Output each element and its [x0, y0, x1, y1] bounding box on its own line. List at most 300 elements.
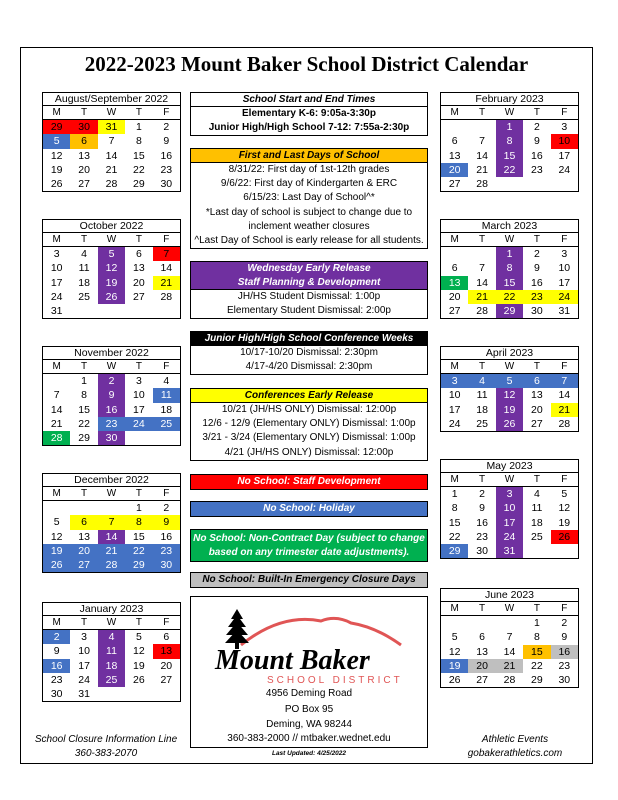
- day-cell: 10: [448, 389, 461, 402]
- day-cell: 20: [133, 276, 145, 289]
- day-cell: 4: [533, 488, 540, 501]
- day-cell: 22: [133, 163, 145, 176]
- day-cell: 11: [153, 388, 180, 402]
- day-cell: 24: [551, 290, 578, 304]
- jh-hs-times: Junior High/High School 7-12: 7:55a-2:30p: [208, 122, 410, 134]
- day-cell: 7: [153, 247, 180, 261]
- day-cell: 28: [98, 558, 125, 572]
- day-grid: [440, 473, 579, 558]
- day-cell: 30: [98, 431, 125, 445]
- staff-planning-header: Staff Planning & Development: [191, 276, 427, 290]
- day-cell: 16: [531, 149, 543, 162]
- day-cell: 8: [496, 134, 523, 148]
- day-cell: 19: [98, 276, 125, 290]
- day-cell: 1: [496, 247, 523, 261]
- weekday-label: W: [496, 106, 523, 120]
- day-cell: 25: [476, 417, 488, 430]
- day-cell: 6: [70, 134, 97, 148]
- day-cell: 22: [125, 544, 152, 558]
- day-cell: 27: [78, 177, 90, 190]
- day-cell: 12: [98, 261, 125, 275]
- day-grid: [42, 487, 181, 572]
- day-cell: 20: [441, 163, 468, 177]
- early-release-row: Elementary Student Dismissal: 2:00p: [227, 305, 391, 317]
- day-cell: 14: [105, 149, 118, 162]
- day-cell: 14: [558, 389, 571, 402]
- day-cell: 9: [561, 631, 568, 644]
- day-cell: 7: [98, 515, 125, 529]
- day-cell: 20: [448, 290, 461, 303]
- weekday-label: T: [70, 487, 97, 501]
- day-cell: 30: [160, 177, 173, 190]
- start-end-times-box: [190, 92, 428, 136]
- day-cell: 24: [496, 530, 523, 544]
- no-school-emergency-band: No School: Built-In Emergency Closure Days: [190, 572, 428, 588]
- early-release-box: [190, 261, 428, 319]
- weekday-label: F: [153, 360, 180, 374]
- empty-cell: [98, 501, 125, 515]
- day-cell: 26: [43, 558, 70, 572]
- day-cell: 25: [78, 290, 90, 303]
- weekday-label: T: [468, 360, 495, 374]
- day-cell: 22: [531, 659, 543, 672]
- day-cell: 2: [533, 121, 540, 134]
- day-cell: 3: [561, 248, 568, 261]
- mount-baker-logo: [211, 605, 411, 687]
- day-cell: 15: [496, 149, 523, 163]
- day-cell: 8: [533, 631, 540, 644]
- day-cell: 8: [81, 389, 88, 402]
- day-cell: 26: [551, 530, 578, 544]
- day-cell: 15: [133, 149, 145, 162]
- empty-cell: [70, 501, 97, 515]
- day-cell: 1: [533, 617, 540, 630]
- day-cell: 22: [496, 290, 523, 304]
- conferences-box: [190, 388, 428, 461]
- day-cell: 3: [53, 248, 60, 261]
- weekday-label: F: [153, 616, 180, 630]
- day-grid: [440, 106, 579, 191]
- day-cell: 14: [476, 276, 488, 289]
- conferences-row: 12/6 - 12/9 (Elementary ONLY) Dismissal: 1:00p: [202, 418, 416, 430]
- empty-cell: [153, 304, 180, 318]
- month-title: March 2023: [440, 219, 579, 233]
- first-last-row: 6/15/23: Last Day of School^*: [243, 192, 375, 204]
- day-cell: 3: [561, 121, 568, 134]
- day-cell: 23: [531, 163, 543, 176]
- calendar-aug-sep-2022: [42, 92, 181, 192]
- day-cell: 30: [558, 673, 571, 686]
- day-cell: 15: [496, 276, 523, 290]
- weekday-label: F: [551, 360, 578, 374]
- day-cell: 9: [533, 262, 540, 275]
- first-last-header: First and Last Days of School: [191, 149, 427, 163]
- weekday-label: W: [496, 233, 523, 247]
- weekday-label: T: [70, 233, 97, 247]
- day-cell: 15: [78, 403, 90, 416]
- weekday-label: F: [153, 487, 180, 501]
- day-cell: 8: [451, 502, 458, 515]
- month-title: January 2023: [42, 602, 181, 616]
- day-cell: 22: [448, 530, 461, 543]
- calendar-apr-2023: [440, 346, 579, 432]
- day-cell: 25: [153, 417, 180, 431]
- day-cell: 30: [476, 544, 488, 557]
- weekday-label: F: [551, 233, 578, 247]
- day-cell: 1: [81, 375, 88, 388]
- empty-cell: [70, 304, 97, 318]
- day-cell: 26: [133, 673, 145, 686]
- month-title: November 2022: [42, 346, 181, 360]
- early-release-header: Wednesday Early Release: [191, 262, 427, 276]
- day-cell: 12: [496, 388, 523, 402]
- closure-info-footer: [27, 733, 185, 761]
- day-cell: 6: [70, 515, 97, 529]
- day-cell: 27: [70, 558, 97, 572]
- weekday-label: M: [441, 602, 468, 616]
- noncontract-line1: No School: Non-Contract Day (subject to change: [193, 533, 425, 544]
- weekday-label: T: [523, 360, 550, 374]
- day-cell: 22: [496, 163, 523, 177]
- day-cell: 13: [78, 149, 90, 162]
- first-last-row: 9/6/22: First day of Kindergarten & ERC: [220, 178, 398, 190]
- day-cell: 16: [98, 403, 125, 417]
- day-cell: 13: [78, 530, 90, 543]
- empty-cell: [125, 304, 152, 318]
- empty-cell: [468, 616, 495, 630]
- day-cell: 29: [125, 558, 152, 572]
- calendar-may-2023: [440, 459, 579, 559]
- weekday-label: F: [551, 106, 578, 120]
- day-cell: 14: [476, 149, 488, 162]
- address-city: Deming, WA 98244: [266, 719, 352, 730]
- day-cell: 17: [448, 403, 461, 416]
- day-cell: 17: [496, 516, 523, 530]
- day-cell: 29: [496, 304, 523, 318]
- day-cell: 24: [448, 417, 461, 430]
- athletics-footer: [440, 733, 590, 761]
- day-cell: 31: [496, 544, 523, 558]
- day-cell: 2: [479, 488, 486, 501]
- day-cell: 23: [50, 673, 63, 686]
- weekday-label: M: [441, 360, 468, 374]
- day-cell: 7: [53, 389, 60, 402]
- day-cell: 16: [476, 516, 488, 529]
- weekday-label: W: [98, 616, 125, 630]
- day-cell: 23: [476, 530, 488, 543]
- empty-cell: [441, 120, 468, 134]
- day-cell: 13: [133, 262, 145, 275]
- conference-weeks-box: [190, 331, 428, 375]
- day-cell: 29: [133, 177, 145, 190]
- calendar-nov-2022: [42, 346, 181, 446]
- day-cell: 1: [451, 488, 458, 501]
- day-cell: 29: [78, 431, 90, 444]
- day-cell: 4: [468, 374, 495, 388]
- day-cell: 8: [125, 515, 152, 529]
- day-cell: 20: [78, 163, 90, 176]
- day-cell: 16: [531, 276, 543, 289]
- day-cell: 25: [98, 673, 125, 687]
- weekday-label: W: [496, 602, 523, 616]
- day-cell: 28: [558, 417, 571, 430]
- day-cell: 12: [50, 530, 63, 543]
- day-cell: 9: [479, 502, 486, 515]
- conferences-row: 10/21 (JH/HS ONLY) Dismissal: 12:00p: [221, 404, 397, 415]
- day-cell: 30: [70, 120, 97, 134]
- weekday-label: T: [125, 106, 152, 120]
- conferences-header: Conferences Early Release: [191, 389, 427, 403]
- day-cell: 13: [448, 149, 461, 162]
- address-street: 4956 Deming Road: [265, 688, 353, 699]
- day-cell: 17: [558, 276, 571, 289]
- empty-cell: [551, 177, 578, 191]
- day-cell: 21: [153, 276, 180, 290]
- day-cell: 16: [43, 659, 70, 673]
- day-cell: 5: [496, 374, 523, 388]
- tree-icon: [225, 609, 249, 649]
- day-cell: 26: [448, 673, 461, 686]
- day-cell: 23: [523, 290, 550, 304]
- weekday-label: W: [496, 473, 523, 487]
- weekday-label: M: [441, 106, 468, 120]
- day-cell: 26: [50, 177, 63, 190]
- day-cell: 28: [105, 177, 118, 190]
- day-grid: [440, 360, 579, 431]
- day-cell: 23: [558, 659, 571, 672]
- day-cell: 28: [503, 673, 516, 686]
- day-cell: 17: [78, 659, 90, 672]
- day-cell: 11: [78, 262, 90, 275]
- day-cell: 9: [53, 645, 60, 658]
- day-cell: 28: [43, 431, 70, 445]
- weekday-label: T: [468, 473, 495, 487]
- weekday-label: W: [98, 487, 125, 501]
- day-cell: 3: [441, 374, 468, 388]
- day-cell: 25: [531, 530, 543, 543]
- weekday-label: M: [441, 233, 468, 247]
- day-cell: 29: [441, 544, 468, 558]
- empty-cell: [468, 120, 495, 134]
- noncontract-line2: based on any trimester date adjustments).: [208, 547, 410, 558]
- day-cell: 28: [476, 304, 488, 317]
- calendar-oct-2022: [42, 219, 181, 319]
- weekday-label: T: [523, 233, 550, 247]
- day-cell: 3: [135, 375, 142, 388]
- day-cell: 30: [50, 687, 63, 700]
- day-cell: 19: [496, 403, 523, 417]
- logo-address-box: [190, 596, 428, 748]
- month-title: February 2023: [440, 92, 579, 106]
- day-grid: [42, 233, 181, 318]
- day-cell: 3: [81, 631, 88, 644]
- day-grid: [42, 106, 181, 191]
- day-cell: 30: [153, 558, 180, 572]
- day-cell: 6: [135, 248, 142, 261]
- empty-cell: [43, 374, 70, 388]
- day-grid: [440, 602, 579, 687]
- weekday-label: T: [125, 487, 152, 501]
- day-cell: 24: [78, 673, 90, 686]
- day-cell: 13: [153, 644, 180, 658]
- day-cell: 2: [561, 617, 568, 630]
- weekday-label: F: [153, 233, 180, 247]
- day-cell: 8: [135, 135, 142, 148]
- month-title: May 2023: [440, 459, 579, 473]
- day-cell: 18: [476, 403, 488, 416]
- day-cell: 19: [133, 659, 145, 672]
- day-cell: 9: [153, 515, 180, 529]
- day-cell: 18: [160, 403, 173, 416]
- day-cell: 2: [98, 374, 125, 388]
- day-cell: 7: [479, 262, 486, 275]
- mountain-outline-icon: [241, 618, 401, 645]
- day-cell: 6: [523, 374, 550, 388]
- weekday-label: T: [125, 616, 152, 630]
- day-cell: 17: [133, 403, 145, 416]
- day-cell: 12: [558, 502, 571, 515]
- day-cell: 19: [43, 544, 70, 558]
- day-cell: 23: [153, 544, 180, 558]
- first-last-row: ^Last Day of School is early release for all students.: [194, 234, 424, 246]
- weekday-label: F: [551, 473, 578, 487]
- weekday-label: T: [125, 360, 152, 374]
- day-cell: 3: [496, 487, 523, 501]
- day-cell: 16: [160, 149, 173, 162]
- day-cell: 4: [163, 375, 170, 388]
- logo-sub-text: SCHOOL DISTRICT: [267, 675, 403, 686]
- day-cell: 21: [551, 403, 578, 417]
- day-cell: 29: [531, 673, 543, 686]
- day-cell: 30: [531, 304, 543, 317]
- day-cell: 16: [551, 645, 578, 659]
- closure-info-phone: 360-383-2070: [74, 748, 138, 759]
- empty-cell: [496, 616, 523, 630]
- first-last-row: inclement weather closures: [248, 220, 370, 232]
- day-cell: 6: [479, 631, 486, 644]
- no-school-noncontract-box: [190, 529, 428, 562]
- day-cell: 13: [476, 645, 488, 658]
- weekday-label: M: [43, 360, 70, 374]
- weekday-label: W: [98, 233, 125, 247]
- athletics-site[interactable]: gobakerathletics.com: [467, 748, 563, 759]
- day-cell: 5: [451, 631, 458, 644]
- day-cell: 27: [476, 673, 488, 686]
- empty-cell: [441, 247, 468, 261]
- empty-cell: [441, 616, 468, 630]
- weekday-label: F: [551, 602, 578, 616]
- day-cell: 20: [160, 659, 173, 672]
- last-updated: Last Updated: 4/25/2022: [271, 750, 347, 757]
- day-cell: 2: [163, 121, 170, 134]
- month-title: June 2023: [440, 588, 579, 602]
- day-cell: 23: [160, 163, 173, 176]
- logo-brand-text: Mount Baker: [215, 645, 370, 676]
- day-cell: 2: [43, 630, 70, 644]
- empty-cell: [98, 304, 125, 318]
- empty-cell: [125, 431, 152, 445]
- weekday-label: T: [523, 473, 550, 487]
- day-cell: 1: [496, 120, 523, 134]
- closure-info-label: School Closure Information Line: [34, 734, 178, 745]
- calendar-mar-2023: [440, 219, 579, 319]
- day-cell: 6: [451, 262, 458, 275]
- day-grid: [440, 233, 579, 318]
- day-cell: 1: [135, 502, 142, 515]
- weekday-label: T: [125, 233, 152, 247]
- month-title: April 2023: [440, 346, 579, 360]
- day-cell: 11: [98, 644, 125, 658]
- day-cell: 27: [133, 290, 145, 303]
- address-po: PO Box 95: [284, 704, 334, 715]
- day-cell: 31: [98, 120, 125, 134]
- day-cell: 15: [523, 645, 550, 659]
- day-cell: 12: [50, 149, 63, 162]
- day-cell: 4: [98, 630, 125, 644]
- day-cell: 5: [98, 247, 125, 261]
- day-cell: 27: [448, 304, 461, 317]
- weekday-label: T: [523, 106, 550, 120]
- early-release-row: JH/HS Student Dismissal: 1:00p: [237, 291, 381, 302]
- empty-cell: [523, 177, 550, 191]
- day-cell: 21: [468, 290, 495, 304]
- day-cell: 12: [448, 645, 461, 658]
- day-cell: 14: [160, 262, 173, 275]
- weekday-label: T: [468, 233, 495, 247]
- weekday-label: T: [70, 616, 97, 630]
- day-cell: 2: [163, 502, 170, 515]
- day-cell: 4: [81, 248, 88, 261]
- weekday-label: F: [153, 106, 180, 120]
- day-cell: 10: [496, 501, 523, 515]
- day-cell: 1: [135, 121, 142, 134]
- start-end-header: School Start and End Times: [191, 93, 427, 107]
- day-cell: 14: [503, 645, 516, 658]
- empty-cell: [468, 247, 495, 261]
- day-cell: 27: [531, 417, 543, 430]
- day-cell: 19: [441, 659, 468, 673]
- weekday-label: W: [496, 360, 523, 374]
- day-cell: 21: [50, 417, 63, 430]
- day-cell: 7: [108, 135, 115, 148]
- day-cell: 10: [78, 645, 90, 658]
- empty-cell: [153, 431, 180, 445]
- empty-cell: [98, 687, 125, 701]
- weekday-label: T: [523, 602, 550, 616]
- day-cell: 18: [98, 659, 125, 673]
- weekday-label: M: [43, 233, 70, 247]
- day-cell: 29: [43, 120, 70, 134]
- day-cell: 27: [160, 673, 173, 686]
- day-cell: 7: [479, 135, 486, 148]
- day-cell: 13: [531, 389, 543, 402]
- day-cell: 15: [448, 516, 461, 529]
- day-cell: 6: [451, 135, 458, 148]
- day-cell: 5: [135, 631, 142, 644]
- day-cell: 10: [558, 262, 571, 275]
- day-grid: [42, 360, 181, 445]
- page-title: 2022-2023 Mount Baker School District Calendar: [84, 52, 529, 76]
- weekday-label: W: [98, 106, 125, 120]
- empty-cell: [153, 687, 180, 701]
- first-last-row: *Last day of school is subject to change due to: [205, 206, 413, 218]
- day-cell: 9: [98, 388, 125, 402]
- day-cell: 31: [50, 304, 63, 317]
- day-cell: 8: [496, 261, 523, 275]
- day-cell: 10: [551, 134, 578, 148]
- weekday-label: T: [468, 106, 495, 120]
- day-grid: [42, 616, 181, 701]
